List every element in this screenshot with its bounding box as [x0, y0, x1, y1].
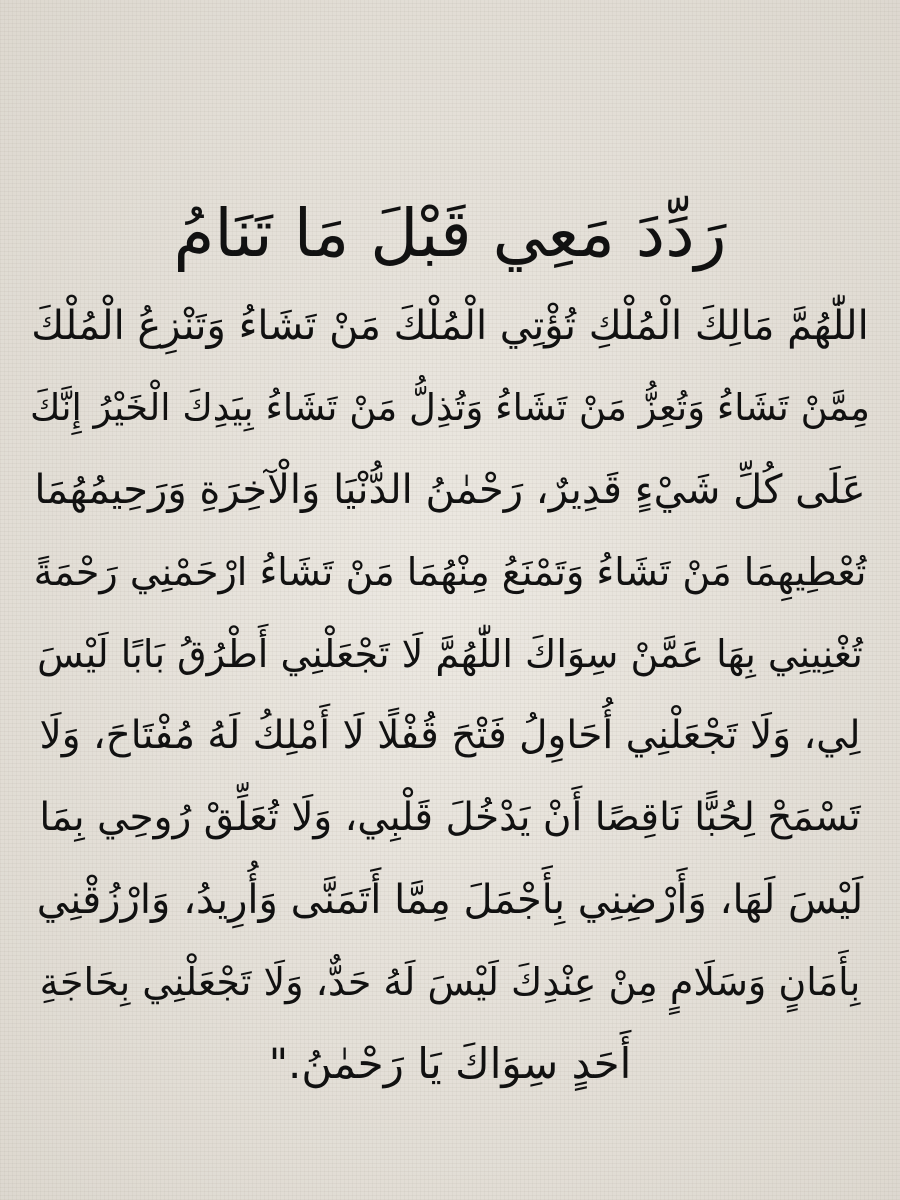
prayer-line: تُعْطِيهِمَا مَنْ تَشَاءُ وَتَمْنَعُ مِنْهُمَا مَنْ تَشَاءُ ارْحَمْنِي رَحْمَةً	[33, 550, 867, 594]
prayer-line: لَيْسَ لَهَا، وَأَرْضِنِي بِأَجْمَلَ مِمَّا أَتَمَنَّى وَأُرِيدُ، وَارْزُقْنِي	[36, 877, 864, 923]
prayer-line: بِأَمَانٍ وَسَلَامٍ مِنْ عِنْدِكَ لَيْسَ لَهُ حَدٌّ، وَلَا تَجْعَلْنِي بِحَاجَةِ	[39, 960, 861, 1004]
prayer-line: لِي، وَلَا تَجْعَلْنِي أُحَاوِلُ فَتْحَ قُفْلًا لَا أَمْلِكُ لَهُ مُفْتَاحَ، وَلَا	[39, 713, 861, 758]
prayer-line: تُغْنِينِي بِهَا عَمَّنْ سِوَاكَ اللّٰهُمَّ لَا تَجْعَلْنِي أَطْرُقُ بَابًا لَيْسَ	[37, 632, 863, 676]
prayer-line: اللّٰهُمَّ مَالِكَ الْمُلْكِ تُؤْتِي الْمُلْكَ مَنْ تَشَاءُ وَتَنْزِعُ الْمُلْكَ	[31, 303, 869, 349]
prayer-line: عَلَى كُلِّ شَيْءٍ قَدِيرٌ، رَحْمٰنُ الدُّنْيَا وَالْآخِرَةِ وَرَحِيمُهُمَا	[34, 467, 866, 513]
prayer-line: مِمَّنْ تَشَاءُ وَتُعِزُّ مَنْ تَشَاءُ وَتُذِلُّ مَنْ تَشَاءُ بِيَدِكَ الْخَيْرُ إِنَّكَ	[30, 386, 870, 429]
page-title: رَدِّدَ مَعِي قَبْلَ مَا تَنَامُ	[173, 195, 727, 273]
prayer-line: تَسْمَحْ لِحُبًّا نَاقِصًا أَنْ يَدْخُلَ قَلْبِي، وَلَا تُعَلِّقْ رُوحِي بِمَا	[39, 795, 861, 840]
prayer-line: أَحَدٍ سِوَاكَ يَا رَحْمٰنُ."	[268, 1039, 632, 1088]
prayer-text	[30, 285, 870, 1105]
